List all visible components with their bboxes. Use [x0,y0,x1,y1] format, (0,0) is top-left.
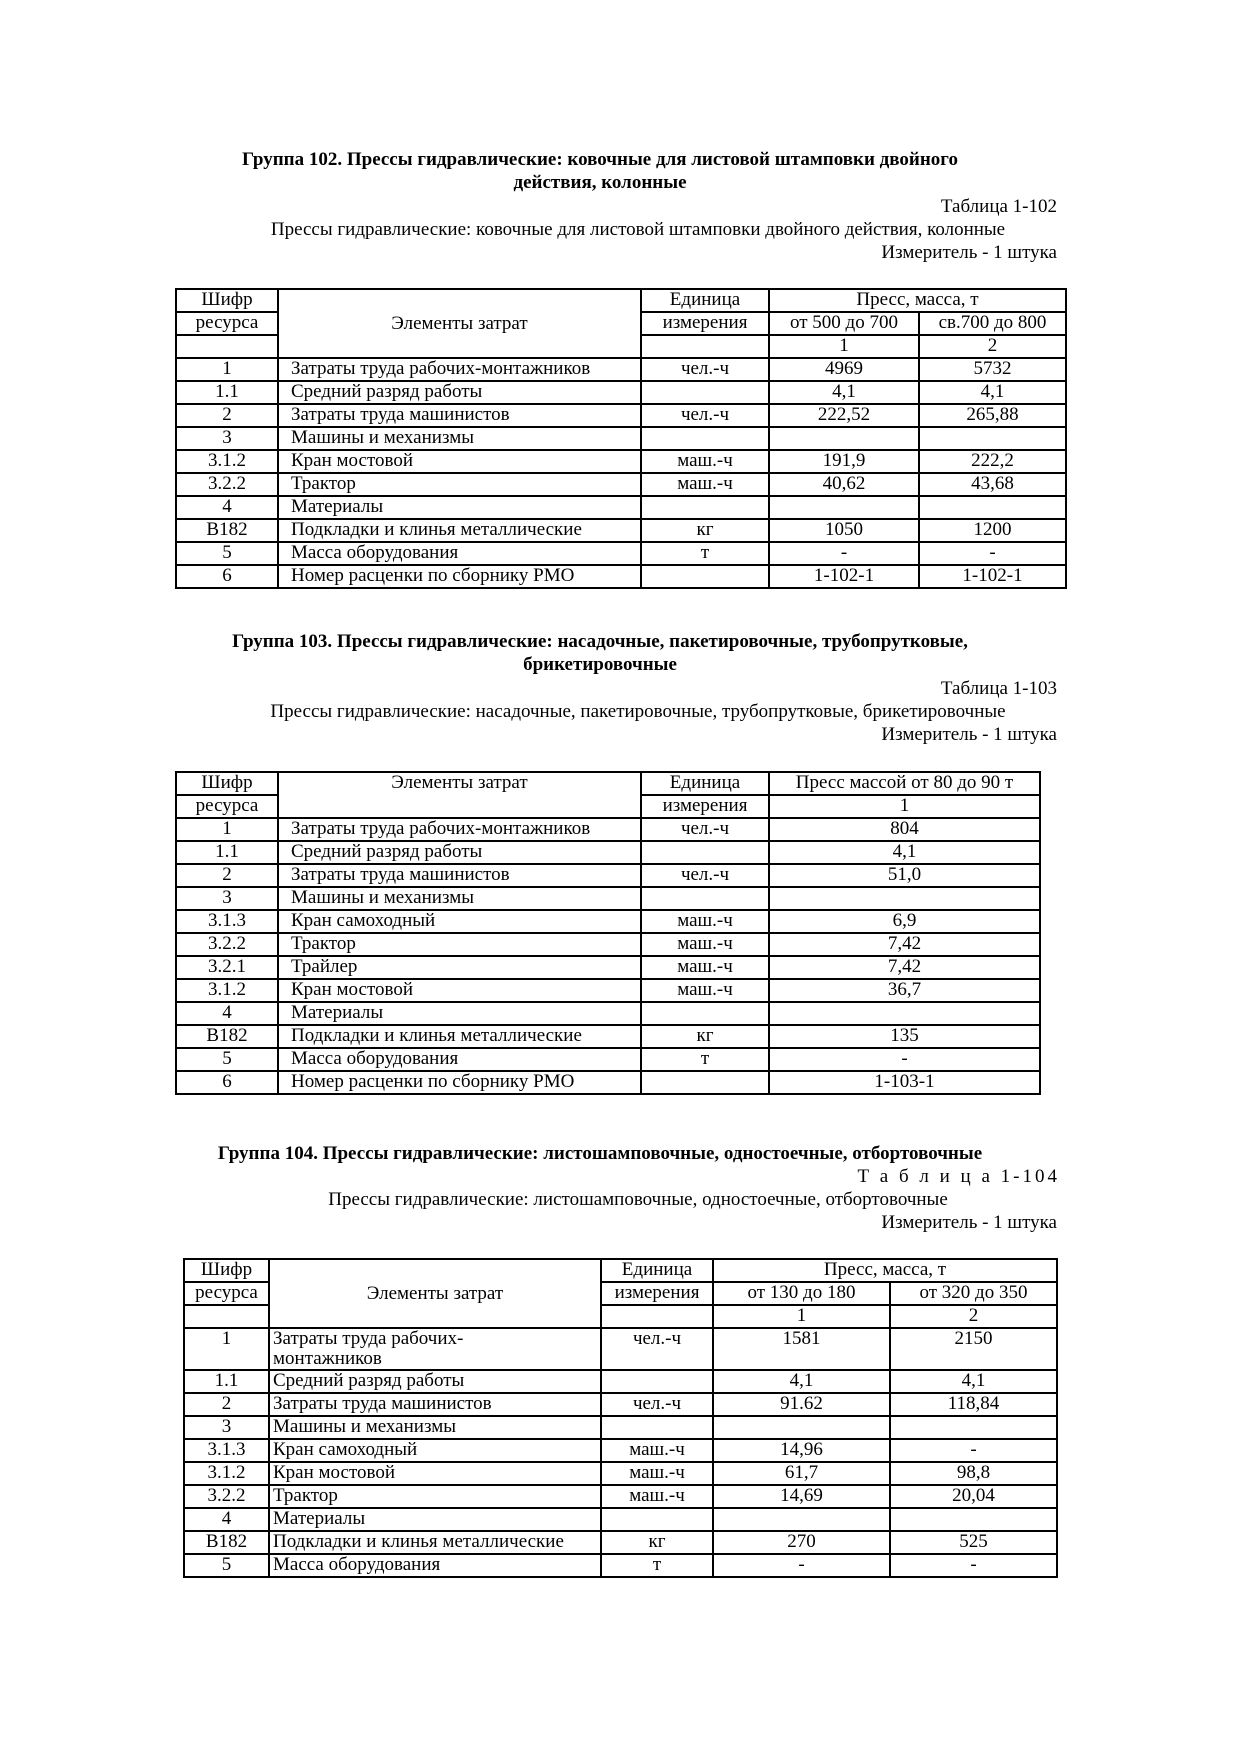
cell-code: 1.1 [184,1370,269,1393]
header-unit-3 [601,1305,713,1328]
table-row [184,1393,1057,1416]
table-102-caption: Прессы гидравлические: ковочные для листовой штамповки двойного действия, колонные [270,219,1006,240]
cell-value-2 [890,1508,1057,1531]
cell-unit: маш.-ч [601,1485,713,1508]
header-unit: Единица [641,772,769,795]
header-unit-2: измерения [601,1282,713,1305]
cell-element: Масса оборудования [278,542,641,565]
table-row [176,956,1040,979]
header-unit-2: измерения [641,312,769,335]
cell-unit [641,841,769,864]
cell-element: Машины и механизмы [269,1416,601,1439]
cell-value-1: 270 [713,1531,890,1554]
cell-code: 1.1 [176,841,278,864]
cell-code: 4 [176,496,278,519]
cell-value-1: 4969 [769,358,919,381]
cell-value-1: 1-103-1 [769,1071,1040,1094]
cell-element: Номер расценки по сборнику РМО [278,565,641,588]
table-row [176,565,1066,588]
cell-value-2: 1200 [919,519,1066,542]
cell-value-1: 222,52 [769,404,919,427]
table-row [184,1370,1057,1393]
table-row [176,818,1040,841]
cell-value-2: 98,8 [890,1462,1057,1485]
table-row [176,358,1066,381]
cell-element: Затраты труда рабочих-монтажников [278,818,641,841]
cell-code: 1 [176,818,278,841]
cell-unit: чел.-ч [641,358,769,381]
table-row [176,887,1040,910]
table-row [176,910,1040,933]
table-row [176,1025,1040,1048]
cell-value-1 [713,1508,890,1531]
table-104-caption: Прессы гидравлические: листошамповочные, одностоечные, отбортовочные [328,1189,948,1210]
cell-value-1: 14,96 [713,1439,890,1462]
header-press: Пресс, масса, т [769,289,1066,312]
cell-element: Трактор [278,473,641,496]
cell-unit: чел.-ч [601,1393,713,1416]
cell-value-2: 265,88 [919,404,1066,427]
header-code-2: ресурса [176,312,278,335]
table-row [176,519,1066,542]
cell-code: 2 [176,864,278,887]
cell-element: Подкладки и клинья металлические [278,519,641,542]
cell-code: 2 [184,1393,269,1416]
table-103 [175,771,1041,1095]
cell-unit: чел.-ч [641,818,769,841]
cell-unit: т [641,542,769,565]
cell-unit: кг [641,519,769,542]
cell-unit [641,381,769,404]
header-col-2: от 320 до 350 [890,1282,1057,1305]
cell-value-2: - [890,1554,1057,1577]
cell-value-2: 2150 [890,1328,1057,1370]
cell-element [269,1328,601,1370]
cell-value-2: 222,2 [919,450,1066,473]
cell-code: 1 [184,1328,269,1370]
cell-unit [641,565,769,588]
cell-code: 3.1.2 [176,450,278,473]
cell-value-1: 7,42 [769,933,1040,956]
cell-value-2 [919,496,1066,519]
cell-element: Материалы [269,1508,601,1531]
cell-value-2: 4,1 [890,1370,1057,1393]
cell-code: В182 [184,1531,269,1554]
cell-element: Подкладки и клинья металлические [269,1531,601,1554]
cell-value-1: 6,9 [769,910,1040,933]
table-row [176,1048,1040,1071]
group-102-title-line1: Группа 102. Прессы гидравлические: ковочные для листовой штамповки двойного [242,149,958,170]
table-row [184,1485,1057,1508]
cell-element-line1: Затраты труда рабочих- [273,1328,464,1349]
cell-code: 1 [176,358,278,381]
table-102-number: Таблица 1-102 [940,196,1057,217]
table-row [176,933,1040,956]
header-code-3 [176,335,278,358]
cell-unit: маш.-ч [641,910,769,933]
cell-element: Затраты труда машинистов [278,864,641,887]
table-row [176,979,1040,1002]
group-104-title-line1: Группа 104. Прессы гидравлические: листошамповочные, одностоечные, отбортовочные [217,1143,983,1164]
cell-unit [601,1416,713,1439]
cell-element: Затраты труда машинистов [269,1393,601,1416]
cell-unit [601,1508,713,1531]
cell-element: Затраты труда рабочих-монтажников [278,358,641,381]
header-col-2: св.700 до 800 [919,312,1066,335]
cell-value-1: 40,62 [769,473,919,496]
header-col-1: от 130 до 180 [713,1282,890,1305]
cell-value-1 [769,887,1040,910]
cell-code: 3 [176,887,278,910]
cell-value-2: - [919,542,1066,565]
cell-code: 3.1.2 [176,979,278,1002]
cell-code: 5 [176,1048,278,1071]
cell-value-2: - [890,1439,1057,1462]
cell-value-2: 4,1 [919,381,1066,404]
header-unit-line1: Единица [669,289,741,310]
cell-unit: маш.-ч [641,450,769,473]
table-row [184,1328,1057,1370]
cell-unit: маш.-ч [641,473,769,496]
cell-element: Средний разряд работы [269,1370,601,1393]
cell-unit [641,887,769,910]
cell-element: Кран мостовой [278,450,641,473]
table-row [176,427,1066,450]
header-num-1: 1 [769,795,1040,818]
cell-element: Затраты труда машинистов [278,404,641,427]
table-row [176,1002,1040,1025]
cell-code: 3.1.2 [184,1462,269,1485]
cell-unit: кг [641,1025,769,1048]
cell-unit: маш.-ч [641,933,769,956]
table-104-number: Т а б л и ц а 1-104 [857,1166,1060,1187]
cell-value-1: 7,42 [769,956,1040,979]
header-num-1: 1 [769,335,919,358]
table-row [176,450,1066,473]
table-103-caption: Прессы гидравлические: насадочные, пакетировочные, трубопрутковые, брикетировочные [270,701,1006,722]
cell-value-1: 1050 [769,519,919,542]
cell-unit [641,1071,769,1094]
cell-value-1: - [769,1048,1040,1071]
group-102-title [180,148,1020,194]
cell-unit [641,496,769,519]
cell-code: 3 [184,1416,269,1439]
table-104 [183,1258,1058,1578]
cell-element: Масса оборудования [278,1048,641,1071]
table-row [176,496,1066,519]
cell-element: Машины и механизмы [278,427,641,450]
cell-element: Кран мостовой [278,979,641,1002]
cell-value-1: 4,1 [769,381,919,404]
table-row [184,1416,1057,1439]
table-row [176,841,1040,864]
cell-unit: чел.-ч [641,864,769,887]
cell-element: Трактор [269,1485,601,1508]
table-102-unit: Измеритель - 1 штука [881,242,1057,263]
group-104-title [150,1142,1050,1165]
header-col-1: от 500 до 700 [769,312,919,335]
cell-unit: маш.-ч [641,956,769,979]
cell-code: 3.2.1 [176,956,278,979]
table-103-number: Таблица 1-103 [940,678,1057,699]
cell-value-1: - [769,542,919,565]
table-row [176,542,1066,565]
table-row [184,1462,1057,1485]
cell-unit: маш.-ч [601,1462,713,1485]
table-row [184,1554,1057,1577]
table-row [176,404,1066,427]
header-num-1: 1 [713,1305,890,1328]
cell-value-2 [890,1416,1057,1439]
cell-unit: кг [601,1531,713,1554]
cell-unit: маш.-ч [601,1439,713,1462]
cell-value-1: 191,9 [769,450,919,473]
cell-value-2: 118,84 [890,1393,1057,1416]
header-elements: Элементы затрат [278,772,641,818]
cell-value-1: 4,1 [769,841,1040,864]
cell-code: 3.1.3 [176,910,278,933]
cell-value-1: 135 [769,1025,1040,1048]
cell-code: 5 [184,1554,269,1577]
cell-value-1: 91.62 [713,1393,890,1416]
cell-code: 3.2.2 [176,473,278,496]
table-102 [175,288,1067,589]
cell-unit: т [601,1554,713,1577]
cell-value-1: 14,69 [713,1485,890,1508]
group-103-title-line2: брикетировочные [523,654,677,675]
header-code-3 [184,1305,269,1328]
cell-element: Масса оборудования [269,1554,601,1577]
group-103-title-line1: Группа 103. Прессы гидравлические: насадочные, пакетировочные, трубопрутковые, [232,631,968,652]
cell-value-1: - [713,1554,890,1577]
table-row [176,381,1066,404]
cell-unit: маш.-ч [641,979,769,1002]
table-row [184,1439,1057,1462]
cell-unit: т [641,1048,769,1071]
cell-element: Кран мостовой [269,1462,601,1485]
cell-value-1 [769,427,919,450]
header-code: Шифр [184,1259,269,1282]
cell-unit [641,1002,769,1025]
cell-value-2: 5732 [919,358,1066,381]
cell-value-1: 1581 [713,1328,890,1370]
cell-value-1 [769,496,919,519]
header-unit-2: измерения [641,795,769,818]
cell-code: 3 [176,427,278,450]
table-104-unit: Измеритель - 1 штука [881,1212,1057,1233]
cell-value-1: 1-102-1 [769,565,919,588]
header-code: Шифр [176,772,278,795]
cell-element: Трайлер [278,956,641,979]
cell-value-1: 51,0 [769,864,1040,887]
cell-element: Кран самоходный [269,1439,601,1462]
cell-code: 4 [176,1002,278,1025]
header-unit: Единица [601,1259,713,1282]
header-num-2: 2 [919,335,1066,358]
cell-value-2: 525 [890,1531,1057,1554]
cell-element: Трактор [278,933,641,956]
cell-value-2: 1-102-1 [919,565,1066,588]
table-row [176,864,1040,887]
cell-code: 3.1.3 [184,1439,269,1462]
cell-element: Подкладки и клинья металлические [278,1025,641,1048]
cell-unit [641,427,769,450]
header-elements: Элементы затрат [269,1259,601,1328]
table-row [184,1531,1057,1554]
cell-element: Материалы [278,496,641,519]
group-102-title-line2: действия, колонные [513,172,687,193]
cell-element: Средний разряд работы [278,381,641,404]
table-row [184,1508,1057,1531]
cell-code: 1.1 [176,381,278,404]
cell-code: 5 [176,542,278,565]
header-press: Пресс, масса, т [713,1259,1057,1282]
cell-value-1: 4,1 [713,1370,890,1393]
cell-value-1: 61,7 [713,1462,890,1485]
cell-element: Средний разряд работы [278,841,641,864]
table-row [176,473,1066,496]
header-code-line1: Шифр [201,289,253,310]
cell-unit [601,1370,713,1393]
cell-element-line2: монтажников [273,1348,382,1369]
header-unit [641,289,769,312]
cell-code: 6 [176,1071,278,1094]
cell-value-1: 36,7 [769,979,1040,1002]
cell-code: В182 [176,519,278,542]
cell-code: 6 [176,565,278,588]
cell-code: 3.2.2 [184,1485,269,1508]
cell-code: 3.2.2 [176,933,278,956]
cell-unit: чел.-ч [641,404,769,427]
header-unit-3 [641,335,769,358]
cell-value-1 [769,1002,1040,1025]
header-press: Пресс массой от 80 до 90 т [769,772,1040,795]
cell-value-2 [919,427,1066,450]
cell-code: 4 [184,1508,269,1531]
cell-value-2: 20,04 [890,1485,1057,1508]
cell-element: Машины и механизмы [278,887,641,910]
cell-code: В182 [176,1025,278,1048]
header-elements: Элементы затрат [278,289,641,358]
cell-unit: чел.-ч [601,1328,713,1370]
cell-value-1: 804 [769,818,1040,841]
header-code-2: ресурса [176,795,278,818]
header-num-2: 2 [890,1305,1057,1328]
table-row [176,1071,1040,1094]
group-103-title [180,630,1020,676]
header-code [176,289,278,312]
cell-element: Номер расценки по сборнику РМО [278,1071,641,1094]
cell-code: 2 [176,404,278,427]
cell-element: Материалы [278,1002,641,1025]
header-code-2: ресурса [184,1282,269,1305]
cell-value-2: 43,68 [919,473,1066,496]
cell-element: Кран самоходный [278,910,641,933]
cell-value-1 [713,1416,890,1439]
table-103-unit: Измеритель - 1 штука [881,724,1057,745]
